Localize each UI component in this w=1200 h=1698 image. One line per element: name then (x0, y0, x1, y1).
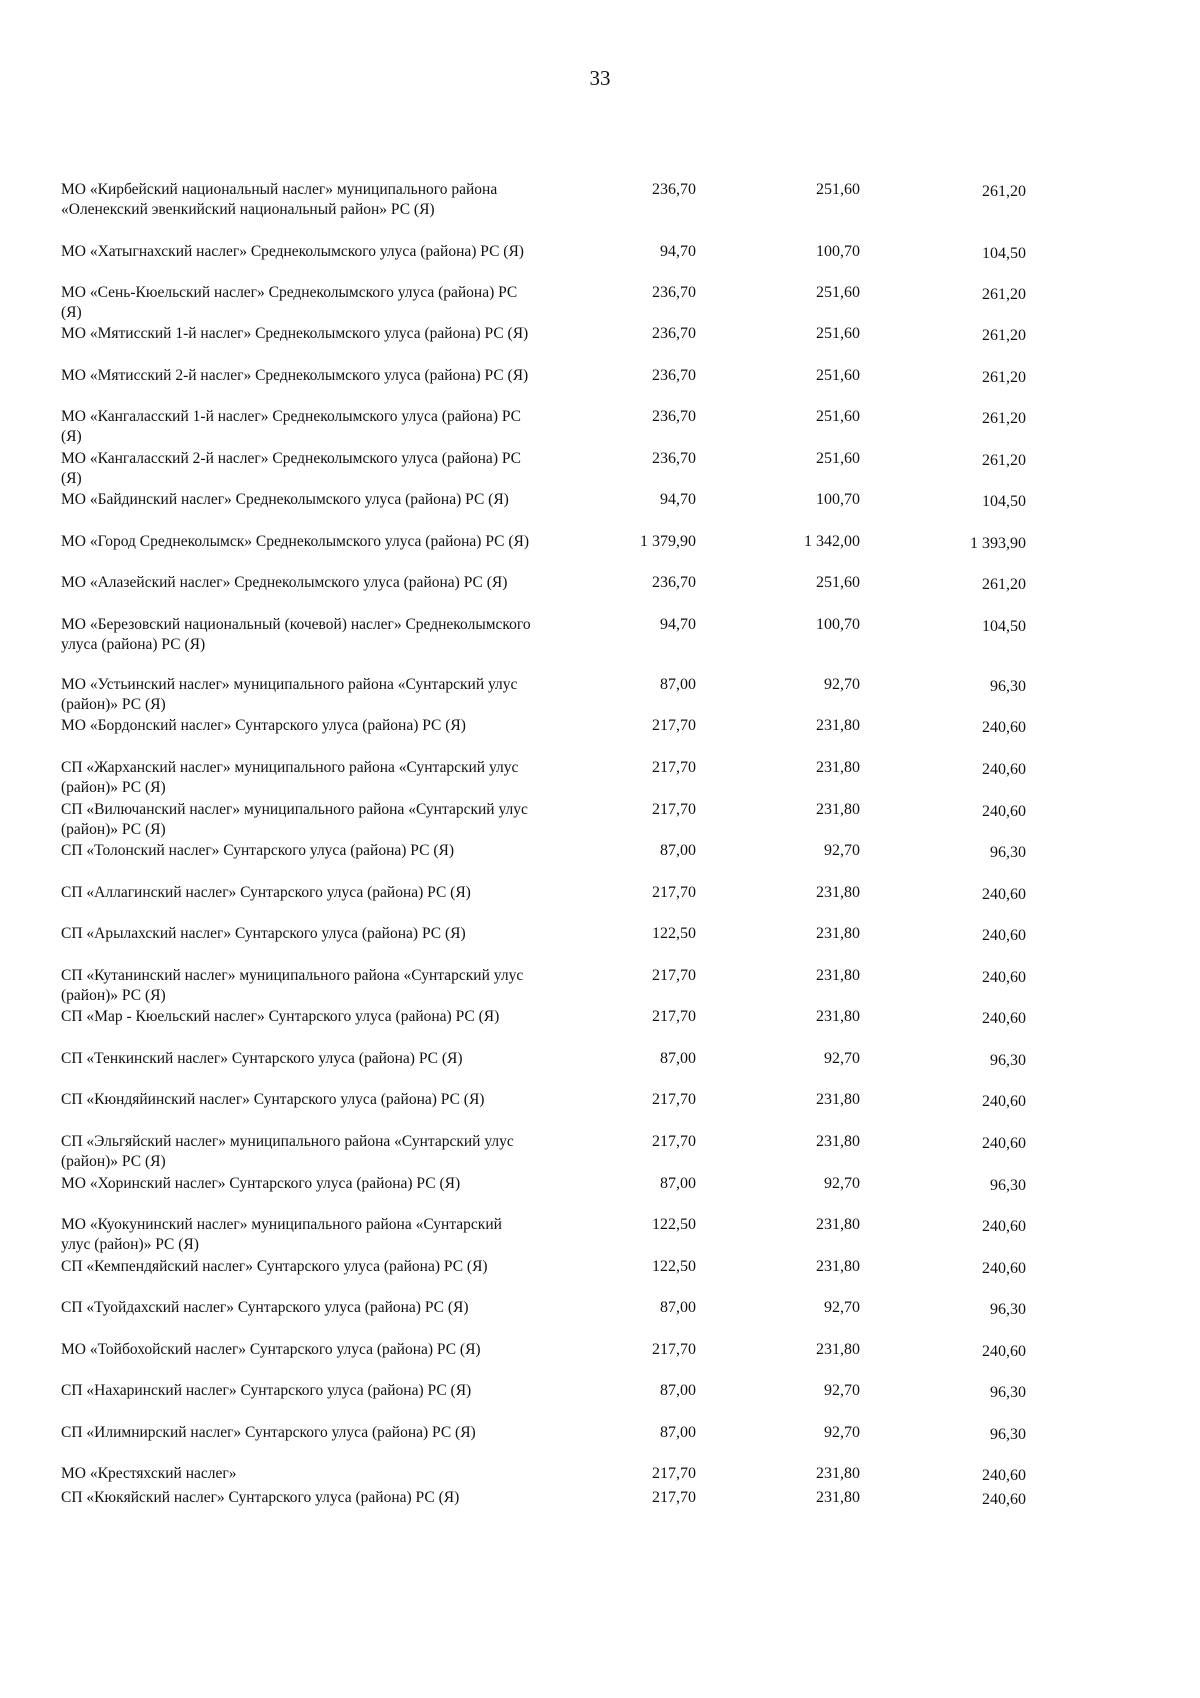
row-value-1: 236,70 (652, 450, 696, 467)
row-value-2: 1 342,00 (804, 533, 860, 550)
row-value-2: 100,70 (816, 491, 860, 508)
row-name: МО «Устьинский наслег» муниципального района «Сунтарский улус (район)» РС (Я) (61, 676, 518, 713)
row-value-1: 87,00 (660, 676, 696, 693)
row-value-1: 122,50 (652, 1258, 696, 1275)
row-value-1: 217,70 (652, 1133, 696, 1150)
row-value-1: 87,00 (660, 842, 696, 859)
row-value-3: 96,30 (990, 1177, 1026, 1194)
row-value-2: 92,70 (824, 676, 860, 693)
row-value-3: 240,60 (982, 1218, 1026, 1235)
row-value-3: 104,50 (982, 618, 1026, 635)
row-name: МО «Хатыгнахский наслег» Среднеколымского улуса (района) РС (Я) (61, 243, 524, 260)
row-value-3: 240,60 (982, 761, 1026, 778)
row-value-3: 261,20 (982, 410, 1026, 427)
row-value-2: 251,60 (816, 408, 860, 425)
row-value-1: 122,50 (652, 925, 696, 942)
table-row (0, 407, 1200, 448)
row-name: МО «Город Среднеколымск» Среднеколымского улуса (района) РС (Я) (61, 533, 530, 550)
table-row (0, 1215, 1200, 1256)
row-value-1: 87,00 (660, 1424, 696, 1441)
row-name: СП «Кемпендяйский наслег» Сунтарского улуса (района) РС (Я) (61, 1258, 488, 1275)
row-value-3: 261,20 (982, 327, 1026, 344)
row-value-2: 231,80 (816, 759, 860, 776)
row-name: МО «Сень-Кюельский наслег» Среднеколымского улуса (района) РС (Я) (61, 284, 518, 321)
row-value-3: 240,60 (982, 1260, 1026, 1277)
row-name: СП «Нахаринский наслег» Сунтарского улуса (района) РС (Я) (61, 1382, 472, 1399)
row-value-2: 231,80 (816, 967, 860, 984)
row-value-1: 217,70 (652, 1008, 696, 1025)
row-value-2: 231,80 (816, 801, 860, 818)
table-row (0, 324, 1200, 365)
row-value-2: 251,60 (816, 367, 860, 384)
row-name: СП «Эльгяйский наслег» муниципального района «Сунтарский улус (район)» РС (Я) (61, 1133, 514, 1170)
row-value-3: 240,60 (982, 1343, 1026, 1360)
row-value-1: 236,70 (652, 408, 696, 425)
row-value-2: 100,70 (816, 243, 860, 260)
row-name: СП «Вилючанский наслег» муниципального района «Сунтарский улус (район)» РС (Я) (61, 801, 528, 838)
row-value-2: 231,80 (816, 925, 860, 942)
row-name: МО «Мятисский 1-й наслег» Среднеколымского улуса (района) РС (Я) (61, 325, 529, 342)
row-value-1: 1 379,90 (640, 533, 696, 550)
row-value-2: 100,70 (816, 616, 860, 633)
row-name: СП «Тенкинский наслег» Сунтарского улуса (района) РС (Я) (61, 1050, 463, 1067)
row-name: МО «Кирбейский национальный наслег» муниципального района «Оленекский эвенкийский национальный район» РС (Я) (61, 181, 498, 218)
row-name: СП «Толонский наслег» Сунтарского улуса (района) РС (Я) (61, 842, 454, 859)
row-value-3: 240,60 (982, 803, 1026, 820)
table-row (0, 366, 1200, 407)
row-value-3: 240,60 (982, 927, 1026, 944)
row-value-3: 240,60 (982, 719, 1026, 736)
row-name: МО «Алазейский наслег» Среднеколымского улуса (района) РС (Я) (61, 574, 508, 591)
table-row (0, 1381, 1200, 1422)
table-row (0, 716, 1200, 758)
row-value-2: 231,80 (816, 884, 860, 901)
row-value-3: 240,60 (982, 1467, 1026, 1484)
row-name: СП «Илимнирский наслег» Сунтарского улуса (района) РС (Я) (61, 1424, 476, 1441)
row-value-1: 217,70 (652, 884, 696, 901)
table-row (0, 532, 1200, 573)
row-value-1: 217,70 (652, 1465, 696, 1482)
row-value-3: 96,30 (990, 844, 1026, 861)
row-value-1: 87,00 (660, 1050, 696, 1067)
table-row (0, 924, 1200, 965)
row-value-2: 231,80 (816, 1258, 860, 1275)
row-name: МО «Бордонский наслег» Сунтарского улуса (района) РС (Я) (61, 717, 466, 734)
row-value-3: 261,20 (982, 452, 1026, 469)
row-name: СП «Мар - Кюельский наслег» Сунтарского улуса (района) РС (Я) (61, 1008, 500, 1025)
row-value-1: 217,70 (652, 717, 696, 734)
row-name: МО «Куокунинский наслег» муниципального района «Сунтарский улус (район)» РС (Я) (61, 1216, 502, 1253)
row-value-2: 92,70 (824, 1299, 860, 1316)
row-value-2: 92,70 (824, 1175, 860, 1192)
row-name: МО «Кангаласский 1-й наслег» Среднеколымского улуса (района) РС (Я) (61, 408, 521, 445)
row-name: МО «Березовский национальный (кочевой) наслег» Среднеколымского улуса (района) РС (Я) (61, 616, 531, 653)
row-value-2: 251,60 (816, 325, 860, 342)
row-value-2: 251,60 (816, 181, 860, 198)
row-value-2: 92,70 (824, 1382, 860, 1399)
row-value-1: 217,70 (652, 801, 696, 818)
row-value-3: 1 393,90 (970, 535, 1026, 552)
table-row (0, 1007, 1200, 1048)
row-value-3: 240,60 (982, 1491, 1026, 1508)
row-value-1: 217,70 (652, 1489, 696, 1506)
row-name: СП «Кутанинский наслег» муниципального района «Сунтарский улус (район)» РС (Я) (61, 967, 524, 1004)
row-value-1: 87,00 (660, 1382, 696, 1399)
row-value-2: 231,80 (816, 1133, 860, 1150)
row-value-3: 96,30 (990, 1384, 1026, 1401)
table-row (0, 1423, 1200, 1464)
row-value-2: 251,60 (816, 574, 860, 591)
row-value-2: 231,80 (816, 1008, 860, 1025)
row-value-2: 231,80 (816, 1489, 860, 1506)
table-row (0, 1090, 1200, 1132)
row-value-1: 87,00 (660, 1299, 696, 1316)
row-value-3: 240,60 (982, 886, 1026, 903)
table-row (0, 573, 1200, 614)
row-value-3: 96,30 (990, 1426, 1026, 1443)
row-name: СП «Кюкяйский наслег» Сунтарского улуса (района) РС (Я) (61, 1489, 460, 1506)
table-row (0, 1174, 1200, 1215)
row-value-1: 236,70 (652, 574, 696, 591)
row-value-3: 240,60 (982, 1010, 1026, 1027)
row-value-1: 217,70 (652, 1341, 696, 1358)
row-value-2: 231,80 (816, 1341, 860, 1358)
row-value-3: 104,50 (982, 245, 1026, 262)
table-row (0, 283, 1200, 324)
table-row (0, 490, 1200, 531)
row-name: СП «Аллагинский наслег» Сунтарского улуса (района) РС (Я) (61, 884, 471, 901)
row-value-3: 96,30 (990, 1301, 1026, 1318)
row-value-3: 96,30 (990, 1052, 1026, 1069)
row-value-2: 231,80 (816, 1465, 860, 1482)
row-value-3: 240,60 (982, 1093, 1026, 1110)
table-row (0, 800, 1200, 841)
row-name: МО «Байдинский наслег» Среднеколымского улуса (района) РС (Я) (61, 491, 509, 508)
row-value-3: 104,50 (982, 493, 1026, 510)
row-value-1: 217,70 (652, 967, 696, 984)
row-name: СП «Туойдахский наслег» Сунтарского улуса (района) РС (Я) (61, 1299, 469, 1316)
table-row (0, 449, 1200, 490)
row-value-3: 240,60 (982, 969, 1026, 986)
row-value-3: 261,20 (982, 183, 1026, 200)
row-value-2: 92,70 (824, 842, 860, 859)
table-row (0, 1464, 1200, 1488)
row-value-1: 217,70 (652, 1091, 696, 1108)
row-value-1: 236,70 (652, 367, 696, 384)
row-value-2: 251,60 (816, 450, 860, 467)
row-value-3: 261,20 (982, 369, 1026, 386)
table-row (0, 758, 1200, 799)
row-value-3: 96,30 (990, 678, 1026, 695)
row-name: СП «Жарханский наслег» муниципального района «Сунтарский улус (район)» РС (Я) (61, 759, 519, 796)
row-name: МО «Хоринский наслег» Сунтарского улуса (района) РС (Я) (61, 1175, 461, 1192)
table-row (0, 1257, 1200, 1298)
row-value-2: 251,60 (816, 284, 860, 301)
table-row (0, 1298, 1200, 1339)
table-row (0, 966, 1200, 1007)
table-row (0, 675, 1200, 716)
row-value-1: 236,70 (652, 181, 696, 198)
table-row (0, 1340, 1200, 1381)
table-row (0, 615, 1200, 675)
table-row (0, 1049, 1200, 1090)
row-value-1: 94,70 (660, 491, 696, 508)
row-value-1: 236,70 (652, 325, 696, 342)
row-name: МО «Кангаласский 2-й наслег» Среднеколымского улуса (района) РС (Я) (61, 450, 521, 487)
row-name: МО «Мятисский 2-й наслег» Среднеколымского улуса (района) РС (Я) (61, 367, 529, 384)
row-name: МО «Крестяхский наслег» (61, 1465, 237, 1482)
table-row (0, 180, 1200, 242)
table-row (0, 883, 1200, 924)
row-value-3: 261,20 (982, 576, 1026, 593)
row-value-2: 231,80 (816, 1091, 860, 1108)
row-value-2: 231,80 (816, 717, 860, 734)
table-row (0, 1488, 1200, 1512)
row-value-1: 217,70 (652, 759, 696, 776)
row-value-2: 231,80 (816, 1216, 860, 1233)
row-name: СП «Арылахский наслег» Сунтарского улуса (района) РС (Я) (61, 925, 466, 942)
row-value-3: 240,60 (982, 1135, 1026, 1152)
row-value-2: 92,70 (824, 1424, 860, 1441)
row-value-2: 92,70 (824, 1050, 860, 1067)
page-number: 33 (589, 66, 611, 90)
row-name: МО «Тойбохойский наслег» Сунтарского улуса (района) РС (Я) (61, 1341, 481, 1358)
table-row (0, 841, 1200, 882)
row-value-3: 261,20 (982, 286, 1026, 303)
row-value-1: 94,70 (660, 616, 696, 633)
row-name: СП «Кюндяйинский наслег» Сунтарского улуса (района) РС (Я) (61, 1091, 485, 1108)
row-value-1: 94,70 (660, 243, 696, 260)
table-row (0, 1132, 1200, 1173)
row-value-1: 236,70 (652, 284, 696, 301)
row-value-1: 122,50 (652, 1216, 696, 1233)
table-row (0, 242, 1200, 283)
row-value-1: 87,00 (660, 1175, 696, 1192)
